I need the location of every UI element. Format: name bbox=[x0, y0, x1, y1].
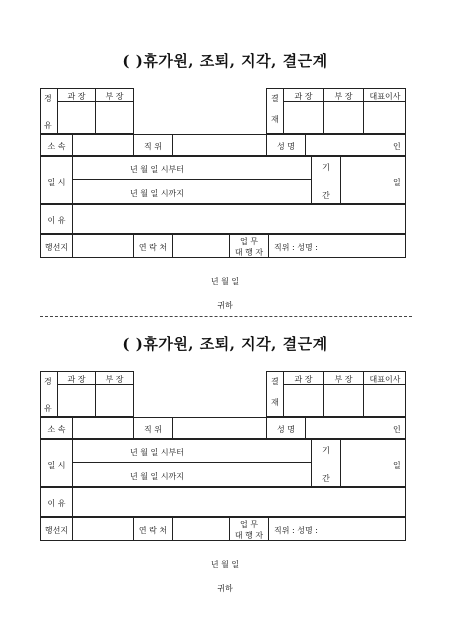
review-label-top: 경 bbox=[44, 94, 52, 103]
period-label-top: 기 bbox=[322, 446, 330, 455]
period-label-top: 기 bbox=[322, 163, 330, 172]
position-label: 직 위 bbox=[144, 425, 162, 434]
dest-label: 행선지 bbox=[44, 243, 69, 252]
review-label-bottom: 유 bbox=[44, 404, 52, 413]
approval-label-bottom: 재 bbox=[271, 115, 279, 124]
date-label: 일 시 bbox=[47, 461, 66, 470]
review-label-bottom: 유 bbox=[44, 121, 52, 130]
reason-label: 이 유 bbox=[47, 216, 66, 225]
form-title: ( )휴가원, 조퇴, 지각, 결근계 bbox=[122, 52, 328, 70]
date-from: 년 월 일 시부터 bbox=[130, 165, 184, 174]
proxy-fields: 직위 : 성명 : bbox=[274, 243, 318, 252]
footer-recipient: 귀하 bbox=[217, 584, 233, 593]
dept-row bbox=[40, 134, 406, 156]
dept-label: 소 속 bbox=[47, 425, 66, 434]
period-label-bottom: 간 bbox=[322, 191, 330, 200]
footer-date: 년 월 일 bbox=[210, 277, 240, 286]
date-from: 년 월 일 시부터 bbox=[130, 448, 184, 457]
name-label: 성 명 bbox=[277, 142, 295, 151]
approval-head-1: 과 장 bbox=[294, 375, 313, 384]
dest-row bbox=[40, 234, 406, 258]
contact-label: 연 락 처 bbox=[138, 526, 168, 535]
proxy-fields: 직위 : 성명 : bbox=[274, 526, 318, 535]
contact-label: 연 락 처 bbox=[138, 243, 168, 252]
review-head-2: 부 장 bbox=[105, 375, 124, 384]
review-head-1: 과 장 bbox=[67, 375, 86, 384]
position-label: 직 위 bbox=[144, 142, 162, 151]
proxy-label-top: 업 무 bbox=[240, 237, 258, 246]
date-from-cell bbox=[72, 156, 312, 180]
proxy-label-bottom: 대 행 자 bbox=[234, 248, 264, 257]
seal-mark: 인 bbox=[393, 425, 401, 434]
reason-row bbox=[40, 487, 406, 517]
leave-form-bottom bbox=[0, 283, 450, 593]
name-label: 성 명 bbox=[277, 425, 295, 434]
period-label-bottom: 간 bbox=[322, 474, 330, 483]
footer-date: 년 월 일 bbox=[210, 560, 240, 569]
seal-mark: 인 bbox=[393, 142, 401, 151]
reason-row bbox=[40, 204, 406, 234]
form-title: ( )휴가원, 조퇴, 지각, 결근계 bbox=[122, 335, 328, 353]
days-unit: 일 bbox=[393, 461, 401, 470]
date-to: 년 월 일 시까지 bbox=[130, 189, 184, 198]
proxy-label-top: 업 무 bbox=[240, 520, 258, 529]
dept-label: 소 속 bbox=[47, 142, 66, 151]
review-head-2: 부 장 bbox=[105, 92, 124, 101]
approval-head-3: 대표이사 bbox=[369, 92, 401, 101]
review-label-top: 경 bbox=[44, 377, 52, 386]
approval-head-1: 과 장 bbox=[294, 92, 313, 101]
reason-label: 이 유 bbox=[47, 499, 66, 508]
approval-label-top: 결 bbox=[271, 377, 279, 386]
date-to: 년 월 일 시까지 bbox=[130, 472, 184, 481]
review-head-1: 과 장 bbox=[67, 92, 86, 101]
footer-recipient: 귀하 bbox=[217, 301, 233, 310]
approval-head-3: 대표이사 bbox=[369, 375, 401, 384]
leave-form-top bbox=[0, 0, 450, 310]
approval-label-top: 결 bbox=[271, 94, 279, 103]
proxy-label-bottom: 대 행 자 bbox=[234, 531, 264, 540]
approval-head-2: 부 장 bbox=[334, 375, 353, 384]
approval-label-bottom: 재 bbox=[271, 398, 279, 407]
date-from-cell bbox=[72, 439, 312, 463]
approval-head-2: 부 장 bbox=[334, 92, 353, 101]
dept-row bbox=[40, 417, 406, 439]
days-unit: 일 bbox=[393, 178, 401, 187]
dest-row bbox=[40, 517, 406, 541]
date-label: 일 시 bbox=[47, 178, 66, 187]
dest-label: 행선지 bbox=[44, 526, 69, 535]
